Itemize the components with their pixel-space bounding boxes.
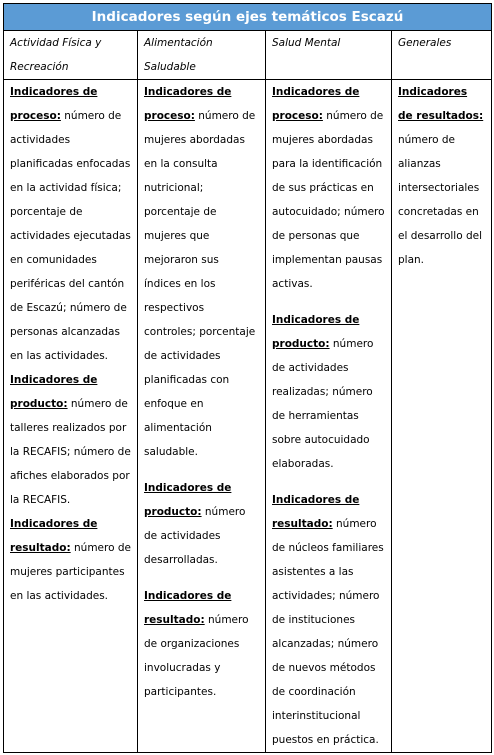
indicator-text: número de mujeres participantes en las actividades. — [10, 542, 131, 602]
indicator-label: Indicadores de proceso: — [272, 86, 360, 122]
indicator-text: número de talleres realizados por la RECAFIS; número de afiches elaborados por la RECAFIS. — [10, 398, 131, 506]
cell-actividad-fisica — [4, 80, 138, 753]
indicator-text: número de actividades desarrolladas. — [144, 506, 246, 566]
header-line: Actividad Física y — [10, 37, 102, 49]
indicator-text: número de organizaciones involucradas y participantes. — [144, 614, 249, 698]
indicator-block — [272, 80, 385, 296]
cell-salud-mental — [266, 80, 392, 753]
cell-generales — [392, 80, 492, 753]
header-row — [4, 31, 492, 80]
indicator-block — [144, 584, 259, 704]
indicator-block — [398, 80, 485, 272]
indicator-label: Indicadores de producto: — [10, 374, 98, 410]
indicator-label: Indicadores de producto: — [272, 314, 360, 350]
indicator-label: Indicadores de proceso: — [10, 86, 98, 122]
column-header-alimentacion — [138, 31, 266, 80]
indicator-block — [10, 512, 131, 608]
indicator-text: número de alianzas intersectoriales concretadas en el desarrollo del plan. — [398, 134, 483, 266]
header-line: Salud Mental — [272, 37, 341, 49]
indicator-block — [272, 308, 385, 476]
indicator-text: número de mujeres abordadas en la consulta nutricional; porcentaje de mujeres que mejoraron sus índices en los respectivos controles; porcentaje de actividades planificadas con enfoque en alimentación saludable. — [144, 110, 256, 458]
indicator-label: Indicadores de producto: — [144, 482, 232, 518]
header-line: Generales — [398, 37, 452, 49]
indicator-block — [272, 488, 385, 752]
indicator-text: número de mujeres abordadas para la identificación de sus prácticas en autocuidado; número de personas que implementan pausas activas. — [272, 110, 385, 290]
indicator-block — [10, 368, 131, 512]
cell-alimentacion — [138, 80, 266, 753]
column-header-salud-mental — [266, 31, 392, 80]
indicator-label: Indicadores de proceso: — [144, 86, 232, 122]
indicator-label: Indicadores de resultado: — [10, 518, 98, 554]
indicator-block — [144, 476, 259, 572]
indicator-text: número de núcleos familiares asistentes a las actividades; número de instituciones alcanzadas; número de nuevos métodos de coordinación interinstitucional puestos en práctica. — [272, 518, 384, 746]
column-header-actividad-fisica — [4, 31, 138, 80]
indicator-text: número de actividades realizadas; número de herramientas sobre autocuidado elaboradas. — [272, 338, 374, 470]
indicator-text: número de actividades planificadas enfocadas en la actividad física; porcentaje de actividades ejecutadas en comunidades periféricas del cantón de Escazú; número de personas alcanzadas en las actividades. — [10, 110, 131, 362]
indicator-block — [144, 80, 259, 464]
column-header-generales — [392, 31, 492, 80]
body-row — [4, 80, 492, 753]
header-line: Alimentación — [144, 37, 213, 49]
header-line: Recreación — [10, 61, 69, 73]
table-title: Indicadores según ejes temáticos Escazú — [4, 4, 492, 31]
indicators-table — [3, 3, 492, 753]
indicator-label: Indicadores de resultado: — [272, 494, 360, 530]
indicator-label: Indicadores de resultados: — [398, 86, 484, 122]
indicator-block — [10, 80, 131, 368]
indicator-label: Indicadores de resultado: — [144, 590, 232, 626]
header-line: Saludable — [144, 61, 196, 73]
